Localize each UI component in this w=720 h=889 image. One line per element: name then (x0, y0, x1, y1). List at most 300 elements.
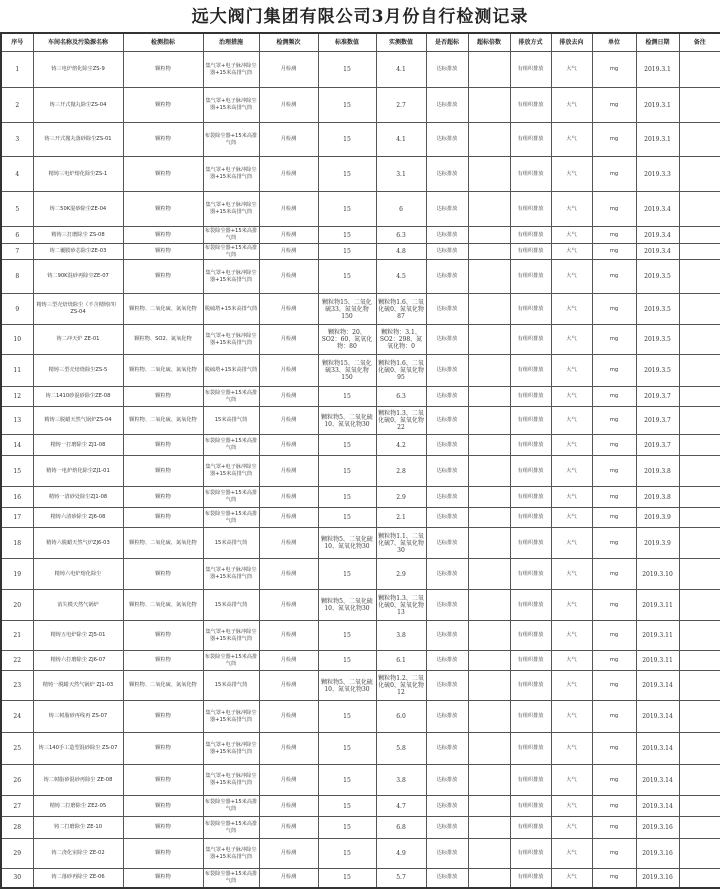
column-header-indicator: 检测指标 (123, 33, 203, 52)
cell-unit: mg (592, 227, 636, 244)
cell-exceed: 达标排放 (426, 869, 468, 888)
cell-unit: mg (592, 456, 636, 487)
cell-direction: 大气 (551, 733, 592, 765)
cell-source: 精铸一电炉熔化除尘ZJ1-01 (33, 456, 123, 487)
cell-remark (679, 435, 720, 456)
cell-measured: 6.1 (376, 651, 426, 671)
table-row (1, 651, 720, 671)
cell-unit: mg (592, 701, 636, 733)
cell-mode: 有组织排放 (510, 869, 551, 888)
cell-source: 铸三开式抛丸除尘ZS-04 (33, 88, 123, 123)
cell-source: 铸二50K混砂除尘ZE-04 (33, 192, 123, 227)
cell-multiple (468, 733, 510, 765)
cell-multiple (468, 456, 510, 487)
cell-source: 铸二落砂再除尘 ZE-06 (33, 869, 123, 888)
cell-exceed: 达标排放 (426, 227, 468, 244)
cell-date: 2019.3.14 (636, 796, 679, 817)
cell-frequency: 月检测 (259, 559, 318, 590)
cell-date: 2019.3.11 (636, 621, 679, 651)
cell-remark (679, 407, 720, 435)
cell-source: 消失模天然气锅炉 (33, 590, 123, 621)
cell-mode: 有组织排放 (510, 839, 551, 869)
cell-standard: 颗粒物5、二氧化硫10、氮氧化物30 (318, 407, 376, 435)
cell-source: 精铸五电炉除尘 ZJ5-01 (33, 621, 123, 651)
cell-unit: mg (592, 796, 636, 817)
cell-date: 2019.3.9 (636, 528, 679, 559)
column-header-standard: 标准数值 (318, 33, 376, 52)
cell-exceed: 达标排放 (426, 387, 468, 407)
cell-source: 铸三电炉熔化除尘ZS-9 (33, 52, 123, 88)
cell-standard: 15 (318, 559, 376, 590)
cell-measured: 6.0 (376, 701, 426, 733)
cell-frequency: 月检测 (259, 621, 318, 651)
cell-direction: 大气 (551, 157, 592, 192)
cell-unit: mg (592, 260, 636, 294)
cell-direction: 大气 (551, 355, 592, 387)
cell-frequency: 月检测 (259, 796, 318, 817)
cell-remark (679, 733, 720, 765)
cell-source: 精铸一打磨除尘 ZJ1-08 (33, 435, 123, 456)
table-row (1, 260, 720, 294)
cell-mode: 有组织排放 (510, 590, 551, 621)
cell-standard: 15 (318, 52, 376, 88)
cell-unit: mg (592, 839, 636, 869)
cell-date: 2019.3.8 (636, 456, 679, 487)
cell-multiple (468, 839, 510, 869)
cell-date: 2019.3.7 (636, 387, 679, 407)
cell-date: 2019.3.4 (636, 244, 679, 260)
cell-exceed: 达标排放 (426, 407, 468, 435)
cell-measured: 颗粒物1.6、二氧化硫0、氮氧化物95 (376, 355, 426, 387)
cell-no: 12 (1, 387, 33, 407)
cell-date: 2019.3.4 (636, 227, 679, 244)
cell-direction: 大气 (551, 651, 592, 671)
cell-remark (679, 765, 720, 796)
cell-no: 13 (1, 407, 33, 435)
cell-direction: 大气 (551, 839, 592, 869)
cell-source: 铸二1410砂混砂除尘ZE-08 (33, 387, 123, 407)
table-row (1, 508, 720, 528)
cell-mode: 有组织排放 (510, 157, 551, 192)
cell-measured: 颗粒物1.3、二氧化硫0、氮氧化物13 (376, 590, 426, 621)
cell-source: 精铸三型壳焙烧除尘（不含精铸四）ZS-04 (33, 294, 123, 325)
cell-indicator: 颗粒物 (123, 621, 203, 651)
monitoring-record-table (0, 32, 720, 889)
cell-unit: mg (592, 590, 636, 621)
cell-date: 2019.3.10 (636, 559, 679, 590)
cell-measured: 4.7 (376, 796, 426, 817)
cell-measured: 2.9 (376, 487, 426, 508)
cell-treatment: 15米高排气筒 (203, 671, 259, 701)
column-header-unit: 单位 (592, 33, 636, 52)
cell-remark (679, 123, 720, 157)
table-row (1, 52, 720, 88)
cell-indicator: 颗粒物 (123, 192, 203, 227)
cell-unit: mg (592, 192, 636, 227)
cell-direction: 大气 (551, 227, 592, 244)
cell-measured: 4.8 (376, 244, 426, 260)
cell-treatment: 集气罩+电子脉冲除尘器+15米高排气筒 (203, 157, 259, 192)
cell-direction: 大气 (551, 590, 592, 621)
cell-mode: 有组织排放 (510, 508, 551, 528)
cell-standard: 颗粒物：20、SO2：60、氮氧化物：80 (318, 325, 376, 355)
cell-measured: 6.8 (376, 817, 426, 839)
cell-mode: 有组织排放 (510, 651, 551, 671)
cell-remark (679, 88, 720, 123)
cell-measured: 4.5 (376, 260, 426, 294)
cell-remark (679, 260, 720, 294)
cell-frequency: 月检测 (259, 244, 318, 260)
cell-date: 2019.3.5 (636, 355, 679, 387)
cell-mode: 有组织排放 (510, 487, 551, 508)
cell-standard: 15 (318, 157, 376, 192)
cell-multiple (468, 559, 510, 590)
cell-standard: 15 (318, 123, 376, 157)
cell-indicator: 颗粒物 (123, 88, 203, 123)
cell-direction: 大气 (551, 260, 592, 294)
cell-standard: 15 (318, 839, 376, 869)
cell-no: 18 (1, 528, 33, 559)
cell-no: 14 (1, 435, 33, 456)
cell-date: 2019.3.14 (636, 765, 679, 796)
cell-indicator: 颗粒物 (123, 487, 203, 508)
table-row (1, 325, 720, 355)
cell-standard: 15 (318, 701, 376, 733)
cell-mode: 有组织排放 (510, 123, 551, 157)
table-header-row (1, 33, 720, 52)
cell-multiple (468, 671, 510, 701)
cell-measured: 2.9 (376, 559, 426, 590)
cell-exceed: 达标排放 (426, 52, 468, 88)
cell-remark (679, 487, 720, 508)
table-row (1, 407, 720, 435)
cell-indicator: 颗粒物 (123, 765, 203, 796)
cell-exceed: 达标排放 (426, 839, 468, 869)
cell-multiple (468, 817, 510, 839)
cell-measured: 2.1 (376, 508, 426, 528)
cell-remark (679, 227, 720, 244)
cell-mode: 有组织排放 (510, 817, 551, 839)
cell-direction: 大气 (551, 701, 592, 733)
cell-mode: 有组织排放 (510, 52, 551, 88)
cell-date: 2019.3.16 (636, 869, 679, 888)
cell-measured: 4.1 (376, 52, 426, 88)
cell-unit: mg (592, 88, 636, 123)
cell-standard: 15 (318, 456, 376, 487)
cell-no: 27 (1, 796, 33, 817)
cell-remark (679, 528, 720, 559)
cell-indicator: 颗粒物 (123, 508, 203, 528)
cell-remark (679, 651, 720, 671)
cell-remark (679, 294, 720, 325)
cell-multiple (468, 123, 510, 157)
table-body (1, 52, 720, 888)
cell-frequency: 月检测 (259, 839, 318, 869)
cell-unit: mg (592, 621, 636, 651)
cell-no: 15 (1, 456, 33, 487)
cell-measured: 4.9 (376, 839, 426, 869)
cell-indicator: 颗粒物 (123, 227, 203, 244)
cell-indicator: 颗粒物 (123, 157, 203, 192)
cell-treatment: 集气罩+电子脉冲除尘器+15米高排气筒 (203, 52, 259, 88)
cell-exceed: 达标排放 (426, 157, 468, 192)
cell-multiple (468, 701, 510, 733)
cell-treatment: 集气罩+电子脉冲除尘器+15米高排气筒 (203, 260, 259, 294)
cell-remark (679, 508, 720, 528)
cell-standard: 颗粒物5、二氧化硫10、氮氧化物30 (318, 528, 376, 559)
column-header-source: 车间名称及污染源名称 (33, 33, 123, 52)
cell-unit: mg (592, 528, 636, 559)
cell-direction: 大气 (551, 487, 592, 508)
cell-mode: 有组织排放 (510, 387, 551, 407)
cell-remark (679, 817, 720, 839)
cell-date: 2019.3.9 (636, 508, 679, 528)
cell-indicator: 颗粒物 (123, 456, 203, 487)
cell-exceed: 达标排放 (426, 701, 468, 733)
table-row (1, 244, 720, 260)
cell-date: 2019.3.14 (636, 671, 679, 701)
table-row (1, 590, 720, 621)
cell-frequency: 月检测 (259, 355, 318, 387)
cell-frequency: 月检测 (259, 325, 318, 355)
cell-indicator: 颗粒物 (123, 435, 203, 456)
cell-mode: 有组织排放 (510, 88, 551, 123)
cell-direction: 大气 (551, 456, 592, 487)
cell-source: 铸二覆膜砂芯除尘ZE-03 (33, 244, 123, 260)
cell-date: 2019.3.1 (636, 123, 679, 157)
cell-date: 2019.3.16 (636, 839, 679, 869)
table-row (1, 456, 720, 487)
cell-multiple (468, 407, 510, 435)
cell-treatment: 15米高排气筒 (203, 407, 259, 435)
cell-source: 铸二浇化室除尘 ZE-02 (33, 839, 123, 869)
cell-no: 4 (1, 157, 33, 192)
cell-treatment: 集气罩+电子脉冲除尘器+15米高排气筒 (203, 456, 259, 487)
cell-measured: 3.1 (376, 157, 426, 192)
cell-unit: mg (592, 325, 636, 355)
column-header-no: 序号 (1, 33, 33, 52)
cell-measured: 2.7 (376, 88, 426, 123)
cell-source: 铸三树脂砂再线再 ZS-07 (33, 701, 123, 733)
cell-remark (679, 671, 720, 701)
cell-date: 2019.3.7 (636, 435, 679, 456)
cell-measured: 颗粒物1.3、二氧化硫0、氮氧化物22 (376, 407, 426, 435)
cell-exceed: 达标排放 (426, 123, 468, 157)
cell-treatment: 布袋除尘器+15米高排气筒 (203, 387, 259, 407)
table-row (1, 294, 720, 325)
cell-no: 8 (1, 260, 33, 294)
cell-standard: 颗粒物15、二氧化硫33、氮氧化物150 (318, 355, 376, 387)
table-row (1, 435, 720, 456)
cell-exceed: 达标排放 (426, 244, 468, 260)
table-row (1, 487, 720, 508)
cell-exceed: 达标排放 (426, 508, 468, 528)
cell-indicator: 颗粒物、二氧化硫、氮氧化物 (123, 407, 203, 435)
cell-multiple (468, 621, 510, 651)
cell-standard: 15 (318, 508, 376, 528)
cell-frequency: 月检测 (259, 671, 318, 701)
cell-no: 7 (1, 244, 33, 260)
cell-multiple (468, 325, 510, 355)
cell-frequency: 月检测 (259, 651, 318, 671)
cell-multiple (468, 88, 510, 123)
cell-no: 22 (1, 651, 33, 671)
cell-source: 精铸三电炉熔化除尘ZS-1 (33, 157, 123, 192)
cell-treatment: 15米高排气筒 (203, 590, 259, 621)
cell-standard: 15 (318, 621, 376, 651)
cell-standard: 15 (318, 817, 376, 839)
cell-exceed: 达标排放 (426, 733, 468, 765)
cell-date: 2019.3.7 (636, 407, 679, 435)
cell-frequency: 月检测 (259, 407, 318, 435)
cell-multiple (468, 508, 510, 528)
cell-exceed: 达标排放 (426, 435, 468, 456)
cell-remark (679, 157, 720, 192)
cell-exceed: 达标排放 (426, 456, 468, 487)
cell-measured: 6 (376, 192, 426, 227)
cell-treatment: 集气罩+电子脉冲除尘器+15米高排气筒 (203, 765, 259, 796)
cell-no: 3 (1, 123, 33, 157)
cell-date: 2019.3.5 (636, 260, 679, 294)
cell-frequency: 月检测 (259, 88, 318, 123)
cell-unit: mg (592, 559, 636, 590)
cell-standard: 15 (318, 88, 376, 123)
table-row (1, 559, 720, 590)
cell-date: 2019.3.1 (636, 52, 679, 88)
table-row (1, 671, 720, 701)
cell-direction: 大气 (551, 671, 592, 701)
cell-multiple (468, 157, 510, 192)
cell-standard: 15 (318, 487, 376, 508)
cell-frequency: 月检测 (259, 817, 318, 839)
cell-exceed: 达标排放 (426, 487, 468, 508)
cell-frequency: 月检测 (259, 227, 318, 244)
cell-unit: mg (592, 817, 636, 839)
cell-direction: 大气 (551, 407, 592, 435)
cell-indicator: 颗粒物 (123, 559, 203, 590)
cell-treatment: 集气罩+电子脉冲除尘器+15米高排气筒 (203, 701, 259, 733)
cell-direction: 大气 (551, 387, 592, 407)
cell-no: 23 (1, 671, 33, 701)
cell-remark (679, 621, 720, 651)
cell-no: 17 (1, 508, 33, 528)
cell-standard: 15 (318, 733, 376, 765)
cell-no: 24 (1, 701, 33, 733)
cell-indicator: 颗粒物 (123, 796, 203, 817)
cell-direction: 大气 (551, 796, 592, 817)
cell-unit: mg (592, 869, 636, 888)
column-header-remark: 备注 (679, 33, 720, 52)
cell-unit: mg (592, 733, 636, 765)
cell-treatment: 布袋除尘器+15米高排气筒 (203, 435, 259, 456)
cell-source: 精铸六清砂除尘 ZJ6-08 (33, 508, 123, 528)
cell-unit: mg (592, 765, 636, 796)
cell-treatment: 布袋除尘器+15米高排气筒 (203, 123, 259, 157)
cell-remark (679, 796, 720, 817)
cell-remark (679, 325, 720, 355)
cell-exceed: 达标排放 (426, 192, 468, 227)
cell-exceed: 达标排放 (426, 651, 468, 671)
cell-unit: mg (592, 157, 636, 192)
cell-remark (679, 387, 720, 407)
cell-remark (679, 559, 720, 590)
cell-exceed: 达标排放 (426, 817, 468, 839)
cell-date: 2019.3.5 (636, 325, 679, 355)
cell-mode: 有组织排放 (510, 528, 551, 559)
cell-indicator: 颗粒物 (123, 651, 203, 671)
cell-date: 2019.3.3 (636, 157, 679, 192)
cell-indicator: 颗粒物、二氧化硫、氮氧化物 (123, 294, 203, 325)
cell-multiple (468, 294, 510, 325)
cell-mode: 有组织排放 (510, 192, 551, 227)
cell-exceed: 达标排放 (426, 621, 468, 651)
column-header-frequency: 检测频次 (259, 33, 318, 52)
table-row (1, 355, 720, 387)
cell-measured: 颗粒物1.6、二氧化硫0、氮氧化物87 (376, 294, 426, 325)
cell-no: 30 (1, 869, 33, 888)
cell-multiple (468, 487, 510, 508)
cell-date: 2019.3.8 (636, 487, 679, 508)
cell-standard: 15 (318, 260, 376, 294)
cell-indicator: 颗粒物、二氧化硫、氮氧化物 (123, 355, 203, 387)
cell-treatment: 集气罩+电子脉冲除尘器+15米高排气筒 (203, 733, 259, 765)
cell-no: 26 (1, 765, 33, 796)
cell-indicator: 颗粒物 (123, 123, 203, 157)
cell-treatment: 布袋除尘器+15米高排气筒 (203, 508, 259, 528)
cell-no: 6 (1, 227, 33, 244)
table-row (1, 701, 720, 733)
cell-mode: 有组织排放 (510, 260, 551, 294)
cell-treatment: 布袋除尘器+15米高排气筒 (203, 869, 259, 888)
column-header-treatment: 治理措施 (203, 33, 259, 52)
cell-source: 精铸六电炉熔化除尘 (33, 559, 123, 590)
cell-direction: 大气 (551, 621, 592, 651)
column-header-exceed: 是否超标 (426, 33, 468, 52)
cell-remark (679, 355, 720, 387)
cell-source: 铸二树脂砂混砂再除尘 ZE-08 (33, 765, 123, 796)
cell-mode: 有组织排放 (510, 671, 551, 701)
cell-direction: 大气 (551, 559, 592, 590)
cell-exceed: 达标排放 (426, 796, 468, 817)
cell-measured: 2.8 (376, 456, 426, 487)
cell-multiple (468, 765, 510, 796)
cell-measured: 6.3 (376, 227, 426, 244)
cell-no: 2 (1, 88, 33, 123)
cell-indicator: 颗粒物 (123, 260, 203, 294)
table-row (1, 765, 720, 796)
cell-no: 28 (1, 817, 33, 839)
cell-direction: 大气 (551, 294, 592, 325)
cell-direction: 大气 (551, 52, 592, 88)
column-header-direction: 排放去向 (551, 33, 592, 52)
cell-multiple (468, 590, 510, 621)
cell-frequency: 月检测 (259, 733, 318, 765)
table-row (1, 88, 720, 123)
cell-standard: 15 (318, 244, 376, 260)
cell-indicator: 颗粒物、二氧化硫、氮氧化物 (123, 528, 203, 559)
cell-standard: 15 (318, 435, 376, 456)
cell-frequency: 月检测 (259, 508, 318, 528)
cell-direction: 大气 (551, 508, 592, 528)
cell-treatment: 集气罩+电子脉冲除尘器+15米高排气筒 (203, 192, 259, 227)
cell-indicator: 颗粒物 (123, 733, 203, 765)
cell-multiple (468, 260, 510, 294)
cell-treatment: 集气罩+电子脉冲除尘器+15米高排气筒 (203, 621, 259, 651)
cell-source: 铸二90K混砂再除尘ZE-07 (33, 260, 123, 294)
table-row (1, 528, 720, 559)
cell-direction: 大气 (551, 244, 592, 260)
table-row (1, 733, 720, 765)
